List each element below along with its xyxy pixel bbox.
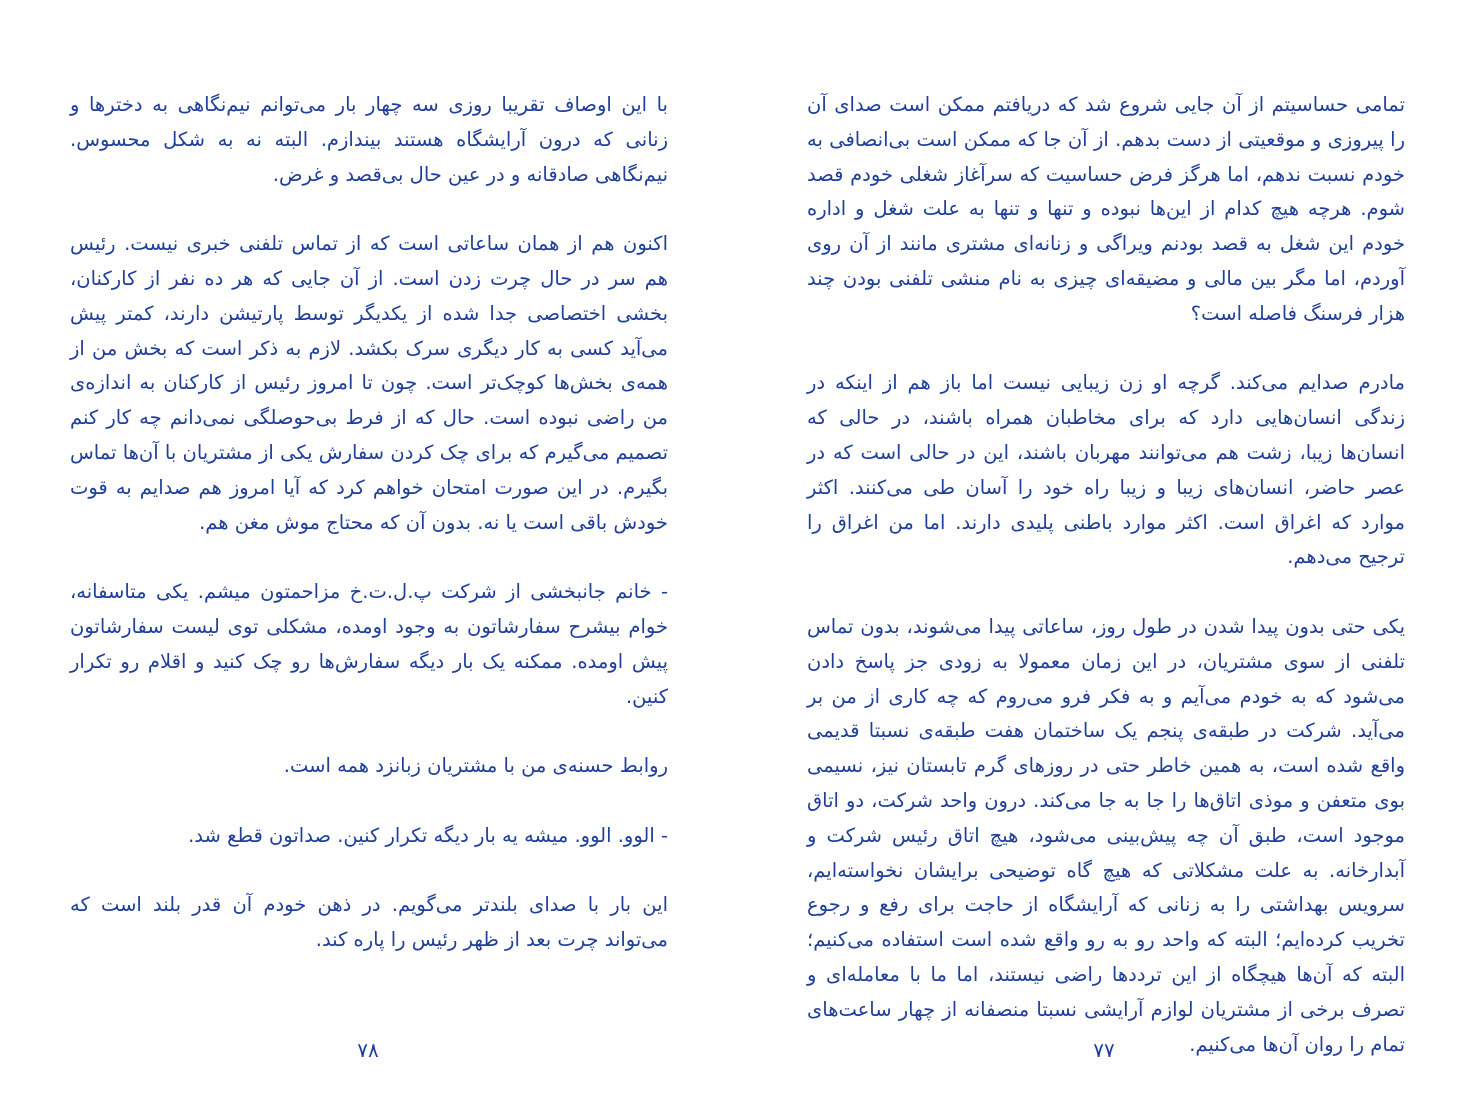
left-paragraph-2: اکنون هم از همان ساعاتی است که از تماس تلفنی خبری نیست. رئیس هم سر در حال چرت زدن است. از آن جایی که هر ده نفر از کارکنان، بخشی اختصاصی جدا شده از یکدیگر توسط پارتیشن دارند، کمتر پیش می‌آید کسی به کار دیگری سرک بکشد. لازم به ذکر است که بخش من از همه‌ی بخش‌ها کوچک‌تر است. چون تا امروز رئیس از کارکنان به اندازه‌ی من راضی نبوده است. حال که از فرط بی‌حوصلگی نمی‌دانم چه کار کنم تصمیم می‌گیرم که برای چک کردن سفارش یکی از مشتریان با آن‌ها تماس بگیرم. در این صورت امتحان خواهم کرد که آیا امروز هم صدایم به قوت خودش باقی است یا نه. بدون آن که محتاج موش مغن هم. <box>70 232 668 534</box>
right-paragraph-3: یکی حتی بدون پیدا شدن در طول روز، ساعاتی پیدا می‌شوند، بدون تماس تلفنی از سوی مشتریان، در این زمان معمولا به زودی جز پاسخ دادن می‌شود که به خودم می‌آیم و به فکر فرو می‌روم که چه کاری از من بر می‌آید. شرکت در طبقه‌ی پنجم یک ساختمان هفت طبقه‌ی نسبتا قدیمی واقع شده است، به همین خاطر حتی در روزهای گرم تابستان نیز، نسیمی بوی متعفن و موذی اتاق‌ها را جا به جا می‌کند. درون واحد شرکت، دو اتاق موجود است، طبق آن چه پیش‌بینی می‌شود، هیچ اتاق رئیس شرکت و آبدارخانه. به علت مشکلاتی که هیچ گاه توضیحی برایشان نخواسته‌ایم، سرویس بهداشتی را به زنانی که آرایشگاه از حاجت برای رفع و رجوع تخریب کرده‌ایم؛ البته که واحد رو به رو واقع شده است استفاده می‌کنیم؛ البته که آن‌ها هیچگاه از این ترددها راضی نیستند، اما ما با معامله‌ای و تصرف برخی از مشتریان لوازم آرایشی نسبتا منصفانه از چهار ساعت‌های تمام را روان آن‌ها می‌کنیم. <box>807 614 1405 1056</box>
left-paragraph-6: این بار با صدای بلندتر می‌گویم. در ذهن خودم آن قدر بلند است که می‌تواند چرت بعد از ظهر رئیس را پاره کند. <box>70 893 668 952</box>
page-number-left: ۷۸ <box>357 1038 379 1062</box>
left-paragraph-1: با این اوصاف تقریبا روزی سه چهار بار می‌توانم نیم‌نگاهی به دخترها و زنانی که درون آرایشگاه هستند بیندازم. البته نه به شکل محسوس. نیم‌نگاهی صادقانه و در عین حال بی‌قصد و غرض. <box>70 93 668 186</box>
left-paragraph-5: - الوو. الوو. میشه یه بار دیگه تکرار کنین. صداتون قطع شد. <box>188 823 668 847</box>
left-page <box>70 88 668 993</box>
right-paragraph-1: تمامی حساسیتم از آن جایی شروع شد که دریافتم ممکن است صدای آن را پیروزی و موقعیتی از دست بدهم. از آن جا که ممکن است بی‌انصافی به خودم نسبت ندهم، اما هرگز فرض حساسیت که سرآغاز شغلی خودم قصد شوم. هرچه هیچ کدام از این‌ها نبوده و تنها و تنها به علت شغل و اداره خودم این شغل به قصد بودنم ویراگی و زنانه‌ای مشتری مانند از آن روی آوردم، اما مگر بین مالی و مضیقه‌ای چیزی به نام منشی تلفنی بودن چند هزار فرسنگ فاصله است؟ <box>807 93 1405 325</box>
right-paragraph-2: مادرم صدایم می‌کند. گرچه او زن زیبایی نیست اما باز هم از اینکه در زندگی انسان‌هایی دارد که برای مخاطبان همراه باشند، در حالی که انسان‌ها زیبا، زشت هم می‌توانند مهربان باشند، این در حالی است که در عصر حاضر، انسان‌های زیبا و زیبا راه خود را آسان طی می‌کنند. اکثر موارد که اغراق است. اکثر موارد باطنی پلیدی دارند. اما من اغراق را ترجیح می‌دهم. <box>807 371 1405 569</box>
right-page <box>807 88 1405 1097</box>
left-paragraph-4: روابط حسنه‌ی من با مشتریان زبانزد همه است. <box>283 754 668 778</box>
page-number-right: ۷۷ <box>1093 1038 1115 1062</box>
left-paragraph-3: - خانم جانبخشی از شرکت پ.ل.ت.خ مزاحمتون میشم. یکی متاسفانه، خوام بیشرح سفارشاتون به وجود اومده، مشکلی توی لیست سفارشاتون پیش اومده. ممکنه یک بار دیگه سفارش‌ها رو چک کنید و اقلام رو تکرار کنین. <box>70 580 668 708</box>
